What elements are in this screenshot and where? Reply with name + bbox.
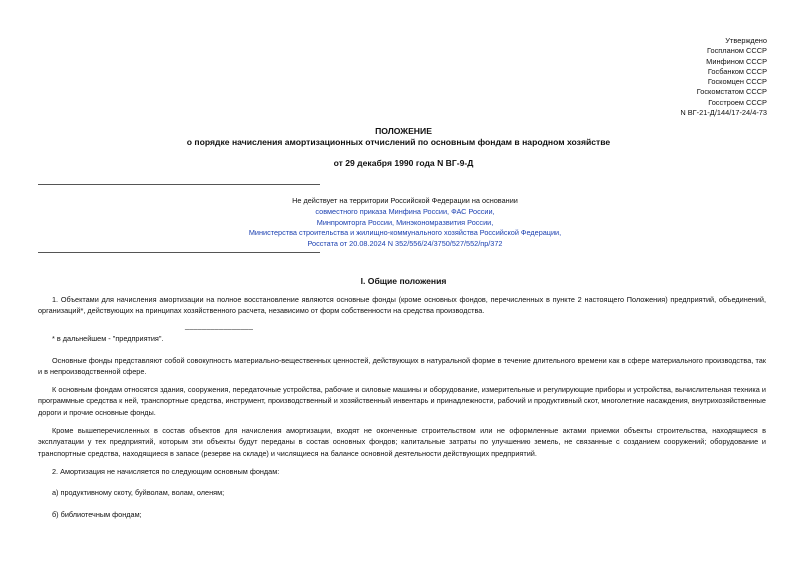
approval-line: Утверждено — [725, 36, 767, 45]
section-heading: I. Общие положения — [360, 276, 447, 286]
approval-line: Госстроем СССР — [708, 97, 767, 107]
notice-link[interactable]: Минпромторга России, Минэкономразвития России, — [316, 217, 494, 227]
notice-link[interactable]: совместного приказа Минфина России, ФАС России, — [315, 206, 495, 216]
approval-line: Госкомстатом СССР — [696, 87, 767, 97]
paragraph-3: К основным фондам относятся здания, сооружения, передаточные устройства, рабочие и силовые машины и оборудование, измерительные и регулирующие приборы и устройства, вычислительная техника и программные средства к ней, транспортные средства, инструмент, производственный и хозяйственный инвентарь и принадлежности, рабочий и продуктивный скот, многолетние насаждения, внутрихозяйственные дороги и прочие основные фонды. — [38, 385, 766, 417]
approval-line: Госпланом СССР — [706, 46, 767, 56]
paragraph-2: Основные фонды представляют собой совокупность материально-вещественных ценностей, действующих в натуральной форме в течение длительного времени как в сфере материального производства, так и в непроизводственной сфере. — [38, 356, 766, 377]
title-heading: ПОЛОЖЕНИЕ — [375, 126, 432, 136]
notice-link[interactable]: Министерства строительства и жилищно-коммунального хозяйства Российской Федерации, — [248, 228, 562, 238]
approval-line: Госкомцен СССР — [707, 77, 767, 87]
approval-line: Госбанком СССР — [707, 66, 767, 76]
approval-line: Минфином СССР — [706, 56, 767, 66]
footnote: * в дальнейшем - "предприятия". — [52, 334, 164, 343]
validity-notice — [205, 196, 605, 250]
notice-intro: Не действует на территории Российской Федерации на основании — [292, 196, 518, 205]
paragraph-5: 2. Амортизация не начисляется по следующим основным фондам: — [52, 467, 280, 476]
paragraph-6: а) продуктивному скоту, буйволам, волам, оленям; — [52, 488, 225, 497]
approval-number: N ВГ-21-Д/144/17-24/4-73 — [680, 108, 767, 118]
footnote-separator: ________________ — [185, 321, 254, 330]
paragraph-4: Кроме вышеперечисленных в состав объектов для начисления амортизации, входят не оконченные строительством или не оформленные актами приемки объекты строительства, находящиеся в эксплуатации у тех предприятий, которым эти объекты будут переданы в состав основных фондов; капитальные затраты по улучшению земель, не связанные с созданием сооружений; оборудование и транспортные средства, находящиеся в запасе (резерве на складе) и числящиеся на балансе основной деятельности действующих предприятий. — [38, 426, 766, 458]
approval-block — [680, 36, 767, 118]
divider-top — [38, 184, 320, 185]
paragraph-7: б) библиотечным фондам; — [52, 510, 142, 519]
paragraph-1: 1. Объектами для начисления амортизации на полное восстановление являются основные фонды (кроме основных фондов, перечисленных в пункте 2 настоящего Положения) предприятий, объединений, организаций*, действующих на принципах хозяйственного расчета, независимо от форм собственности на средства производства. — [38, 295, 766, 316]
document-title — [0, 126, 807, 148]
divider-bottom — [38, 252, 320, 253]
document-date: от 29 декабря 1990 года N ВГ-9-Д — [333, 158, 474, 168]
title-subheading: о порядке начисления амортизационных отчислений по основным фондам в народном хозяйстве — [186, 137, 611, 147]
notice-link[interactable]: Росстата от 20.08.2024 N 352/556/24/3750/527/552/пр/372 — [307, 239, 503, 249]
